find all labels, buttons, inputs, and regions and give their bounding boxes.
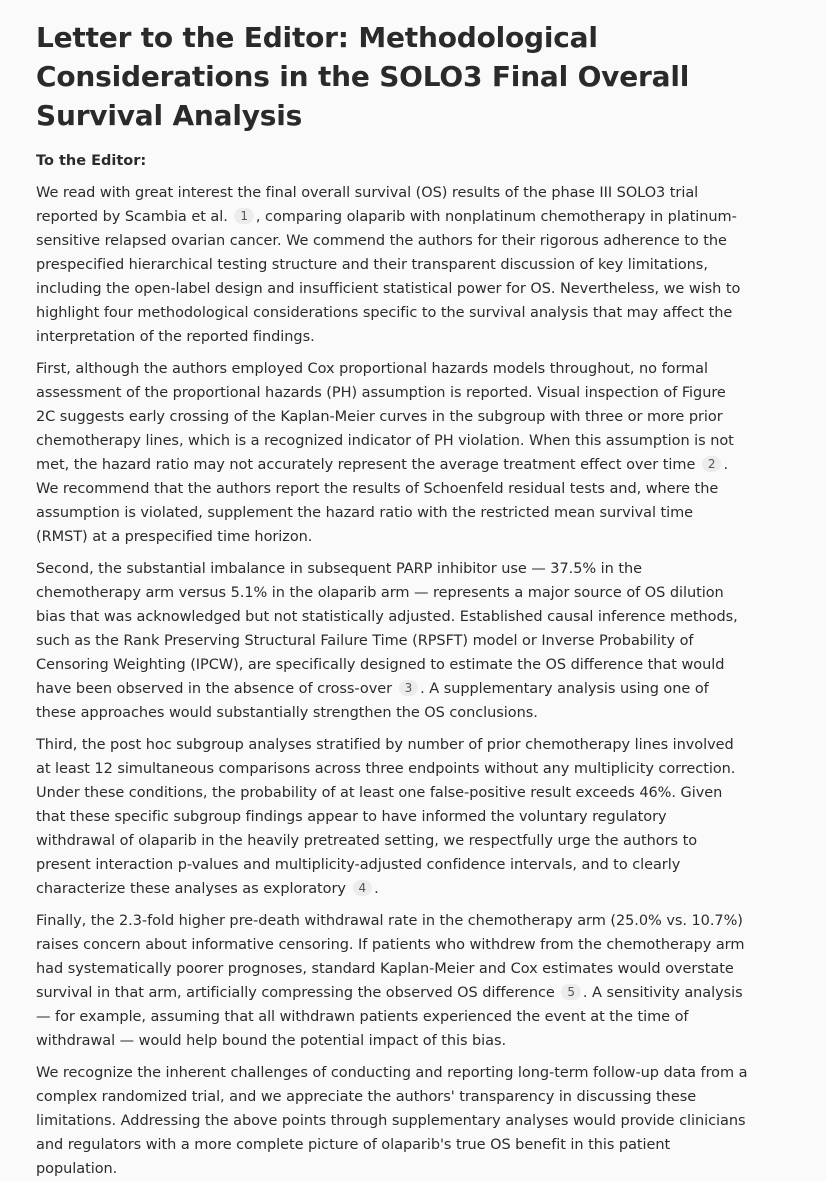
paragraph-text: , comparing olaparib with nonplatinum chemotherapy in platinum-sensitive relapsed ovarian cancer. We commend the authors for their rigorous adherence to the prespecified hierarchical testing structure and their transparent discussion of key limitations, including the open-label design and insufficient statistical power for OS. Nevertheless, we wish to highlight four methodological considerations specific to the survival analysis that may affect the interpretation of the reported findings.	[36, 209, 741, 345]
paragraph-5	[36, 909, 748, 1053]
paragraph-2	[36, 357, 748, 549]
letter-document	[36, 18, 748, 1181]
paragraph-text: Third, the post hoc subgroup analyses stratified by number of prior chemotherapy lines involved at least 12 simultaneous comparisons across three endpoints without any multiplicity correction. Under these conditions, the probability of at least one false-positive result exceeds 46%. Given that these specific subgroup findings appear to have informed the voluntary regulatory withdrawal of olaparib in the heavily pretreated setting, we respectfully urge the authors to present interaction p-values and multiplicity-adjusted confidence intervals, and to clearly characterize these analyses as exploratory	[36, 737, 736, 897]
paragraph-3	[36, 557, 748, 725]
paragraph-text: . A supplementary analysis using one of these approaches would substantially strengthen the OS conclusions.	[36, 681, 709, 721]
paragraph-text: Finally, the 2.3-fold higher pre-death withdrawal rate in the chemotherapy arm (25.0% vs. 10.7%) raises concern about informative censoring. If patients who withdrew from the chemotherapy arm had systematically poorer prognoses, standard Kaplan-Meier and Cox estimates would overstate survival in that arm, artificially compressing the observed OS difference	[36, 913, 745, 1001]
paragraph-text: . A sensitivity analysis — for example, assuming that all withdrawn patients experienced the event at the time of withdrawal — would help bound the potential impact of this bias.	[36, 985, 743, 1049]
paragraph-text: We recognize the inherent challenges of conducting and reporting long-term follow-up data from a complex randomized trial, and we appreciate the authors' transparency in discussing these limitations. Addressing the above points through supplementary analyses would provide clinicians and regulators with a more complete picture of olaparib's true OS benefit in this patient population.	[36, 1065, 748, 1177]
paragraph-1	[36, 181, 748, 349]
citation-badge-5[interactable]: 5	[561, 984, 581, 1000]
page-title: Letter to the Editor: Methodological Considerations in the SOLO3 Final Overall Survival Analysis	[36, 21, 690, 132]
paragraph-6	[36, 1061, 748, 1181]
paragraph-text: Second, the substantial imbalance in subsequent PARP inhibitor use — 37.5% in the chemotherapy arm versus 5.1% in the olaparib arm — represents a major source of OS dilution bias that was acknowledged but not statistically adjusted. Established causal inference methods, such as the Rank Preserving Structural Failure Time (RPSFT) model or Inverse Probability of Censoring Weighting (IPCW), are specifically designed to estimate the OS difference that would have been observed in the absence of cross-over	[36, 561, 738, 697]
paragraph-text: First, although the authors employed Cox proportional hazards models throughout, no formal assessment of the proportional hazards (PH) assumption is reported. Visual inspection of Figure 2C suggests early crossing of the Kaplan-Meier curves in the subgroup with three or more prior chemotherapy lines, which is a recognized indicator of PH violation. When this assumption is not met, the hazard ratio may not accurately represent the average treatment effect over time	[36, 361, 734, 473]
paragraph-text: .	[374, 881, 379, 897]
citation-badge-2[interactable]: 2	[702, 456, 722, 472]
paragraph-text: We read with great interest the final overall survival (OS) results of the phase III SOLO3 trial reported by Scambia et al.	[36, 185, 699, 225]
citation-badge-4[interactable]: 4	[353, 880, 373, 896]
paragraph-4	[36, 733, 748, 901]
salutation: To the Editor:	[36, 153, 147, 169]
citation-badge-3[interactable]: 3	[399, 680, 419, 696]
citation-badge-1[interactable]: 1	[234, 208, 254, 224]
paragraph-text: . We recommend that the authors report the results of Schoenfeld residual tests and, where the assumption is violated, supplement the hazard ratio with the restricted mean survival time (RMST) at a prespecified time horizon.	[36, 457, 729, 545]
